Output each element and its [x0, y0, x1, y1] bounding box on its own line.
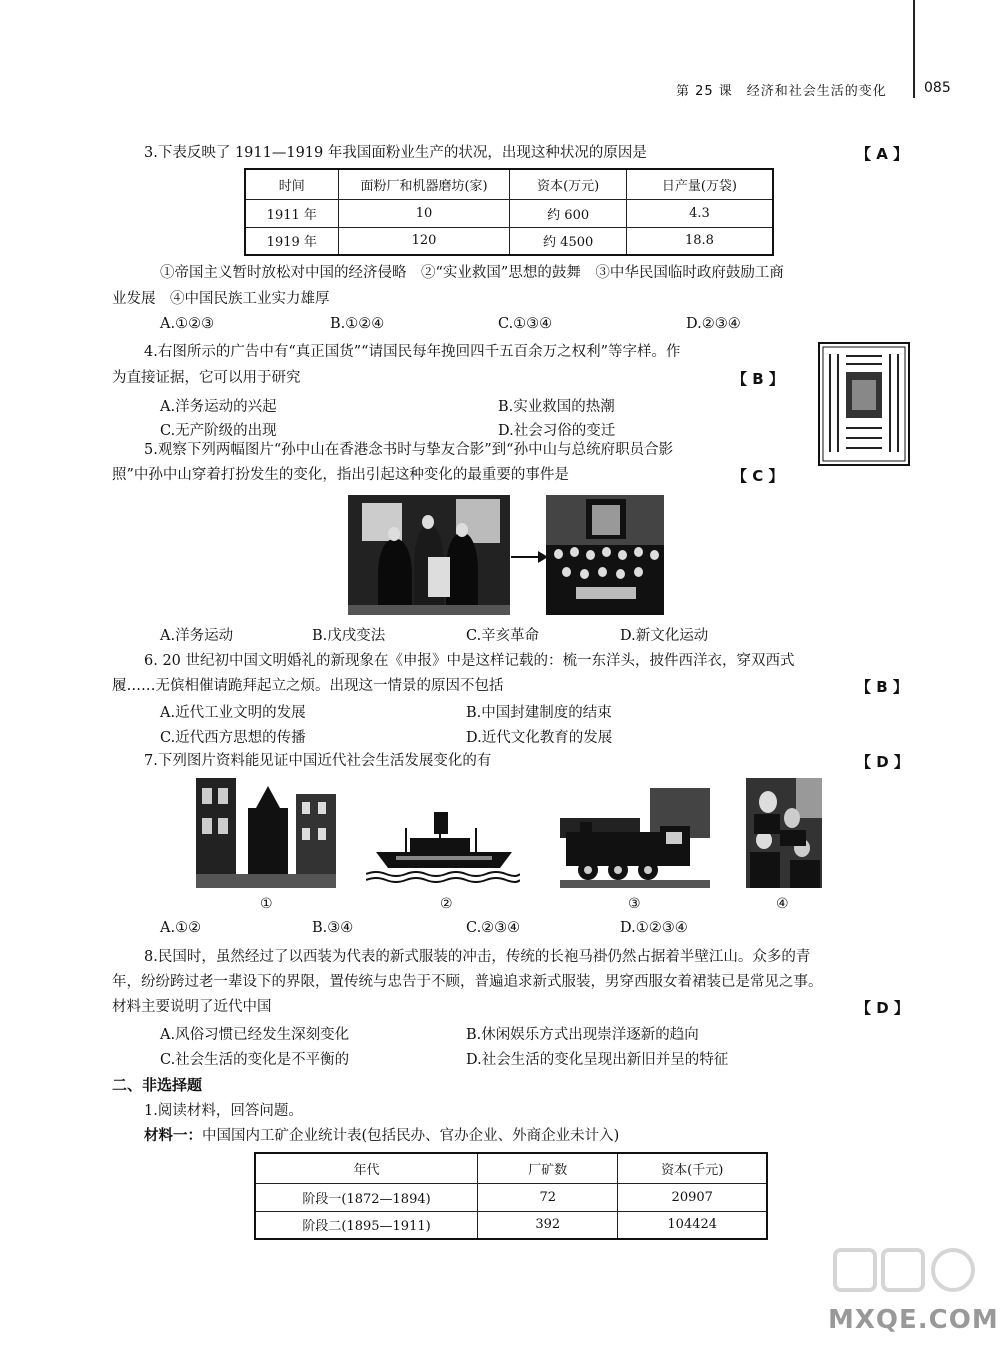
table-cell: 392 [478, 1211, 618, 1239]
q8-option-b: B.休闲娱乐方式出现崇洋逐新的趋向 [466, 1027, 699, 1043]
table-cell: 10 [338, 199, 510, 227]
q3-option-a: A.①②③ [160, 316, 215, 332]
table-cell: 4.3 [626, 199, 773, 227]
material1-label: 材料一： [144, 1127, 202, 1144]
picture-people [746, 778, 822, 888]
q5-option-a: A.洋务运动 [160, 628, 234, 644]
q7-option-c: C.②③④ [466, 920, 521, 936]
q6-answer: 【 B 】 [856, 678, 908, 696]
q4-option-c: C.无产阶级的出现 [160, 423, 277, 439]
q8-stem-line1: 8.民国时，虽然经过了以西装为代表的新式服装的冲击，传统的长袍马褂仍然占据着半壁江山。众多的青 [144, 949, 811, 965]
q8-stem-line3: 材料主要说明了近代中国 [112, 999, 272, 1015]
photo-sun-yatsen-presidential-office [546, 495, 664, 615]
table-cell: 1919 年 [245, 227, 338, 255]
picture-locomotive [560, 788, 710, 888]
q3-statements-line2: 业发展 ④中国民族工业实力雄厚 [112, 291, 330, 307]
q3-table-header: 时间 [245, 169, 338, 199]
enterprise-table-header: 年代 [255, 1153, 478, 1183]
q5-option-d: D.新文化运动 [620, 628, 709, 644]
table-cell: 20907 [618, 1183, 767, 1211]
q3-table-header: 日产量(万袋) [626, 169, 773, 199]
table-cell: 72 [478, 1183, 618, 1211]
q3-stem: 3.下表反映了 1911—1919 年我国面粉业生产的状况，出现这种状况的原因是 [144, 145, 647, 161]
q4-answer: 【 B 】 [732, 370, 784, 388]
table-row [245, 227, 773, 255]
table-cell: 104424 [618, 1211, 767, 1239]
table-cell: 阶段二(1895—1911) [255, 1211, 478, 1239]
q8-stem-line2: 年，纷纷跨过老一辈设下的界限，置传统与忠告于不顾，普遍追求新式服装，男穿西服女着裙装已是常见之事。 [112, 974, 823, 990]
material1-caption [144, 1124, 619, 1148]
q3-option-d: D.②③④ [686, 316, 741, 332]
q7-option-a: A.①② [160, 920, 202, 936]
q3-table [244, 168, 774, 256]
q5-option-c: C.辛亥革命 [466, 628, 540, 644]
advertisement-image [818, 342, 910, 466]
table-cell: 1911 年 [245, 199, 338, 227]
lesson-title: 第 25 课 经济和社会生活的变化 [676, 84, 887, 99]
enterprise-table [254, 1152, 768, 1240]
q5-answer: 【 C 】 [732, 467, 784, 485]
q6-stem-line1: 6. 20 世纪初中国文明婚礼的新现象在《申报》中是这样记载的：梳一东洋头，披件西洋衣，穿双西式 [144, 653, 795, 669]
picture-label-2: ② [440, 896, 453, 912]
table-cell: 约 600 [510, 199, 626, 227]
picture-label-1: ① [260, 896, 273, 912]
q6-option-c: C.近代西方思想的传播 [160, 730, 306, 746]
table-row [255, 1183, 767, 1211]
q4-stem-line2: 为直接证据，它可以用于研究 [112, 370, 301, 386]
table-cell: 120 [338, 227, 510, 255]
q7-stem: 7.下列图片资料能见证中国近代社会生活发展变化的有 [144, 753, 492, 769]
page-number: 085 [924, 80, 951, 96]
material1-text: 中国国内工矿企业统计表(包括民办、官办企业、外商企业未计入) [202, 1128, 620, 1144]
q5-option-b: B.戊戌变法 [312, 628, 386, 644]
header-rule [913, 0, 915, 98]
q3-answer: 【 A 】 [856, 145, 909, 163]
picture-western-building [196, 778, 336, 888]
q3-table-header: 面粉厂和机器磨坊(家) [338, 169, 510, 199]
q4-option-d: D.社会习俗的变迁 [498, 423, 616, 439]
q3-option-c: C.①③④ [498, 316, 553, 332]
q8-answer: 【 D 】 [856, 999, 909, 1017]
q6-stem-line2: 履……无傧相催请跪拜起立之烦。出现这一情景的原因不包括 [112, 678, 504, 694]
picture-steamship [366, 808, 520, 886]
q8-option-a: A.风俗习惯已经发生深刻变化 [160, 1027, 350, 1043]
q7-option-b: B.③④ [312, 920, 354, 936]
q4-option-b: B.实业救国的热潮 [498, 399, 615, 415]
q6-option-d: D.近代文化教育的发展 [466, 730, 613, 746]
table-cell: 约 4500 [510, 227, 626, 255]
q5-stem-line1: 5.观察下列两幅图片“孙中山在香港念书时与挚友合影”到“孙中山与总统府职员合影 [144, 442, 674, 458]
table-row [255, 1211, 767, 1239]
picture-label-3: ③ [628, 896, 641, 912]
q8-option-d: D.社会生活的变化呈现出新旧并呈的特征 [466, 1052, 729, 1068]
q4-option-a: A.洋务运动的兴起 [160, 399, 277, 415]
q6-option-a: A.近代工业文明的发展 [160, 705, 306, 721]
q3-table-header: 资本(万元) [510, 169, 626, 199]
picture-label-4: ④ [776, 896, 789, 912]
q5-stem-line2: 照”中孙中山穿着打扮发生的变化，指出引起这种变化的最重要的事件是 [112, 467, 569, 483]
table-cell: 阶段一(1872—1894) [255, 1183, 478, 1211]
q7-answer: 【 D 】 [856, 753, 909, 771]
photo-sun-yatsen-hong-kong [348, 495, 510, 615]
q3-statements-line1: ①帝国主义暂时放松对中国的经济侵略 ②“实业救国”思想的鼓舞 ③中华民国临时政府鼓励工商 [160, 265, 784, 281]
enterprise-table-header: 厂矿数 [478, 1153, 618, 1183]
watermark-text: MXQE.COM [828, 1305, 999, 1335]
table-cell: 18.8 [626, 227, 773, 255]
q8-option-c: C.社会生活的变化是不平衡的 [160, 1052, 350, 1068]
q6-option-b: B.中国封建制度的结束 [466, 705, 612, 721]
q3-option-b: B.①②④ [330, 316, 385, 332]
section2-q1: 1.阅读材料，回答问题。 [144, 1103, 303, 1119]
q4-stem-line1: 4.右图所示的广告中有“真正国货”“请国民每年挽回四千五百余万之权利”等字样。作 [144, 344, 681, 360]
section-title: 二、非选择题 [112, 1076, 203, 1094]
q7-option-d: D.①②③④ [620, 920, 688, 936]
table-row [245, 199, 773, 227]
enterprise-table-header: 资本(千元) [618, 1153, 767, 1183]
